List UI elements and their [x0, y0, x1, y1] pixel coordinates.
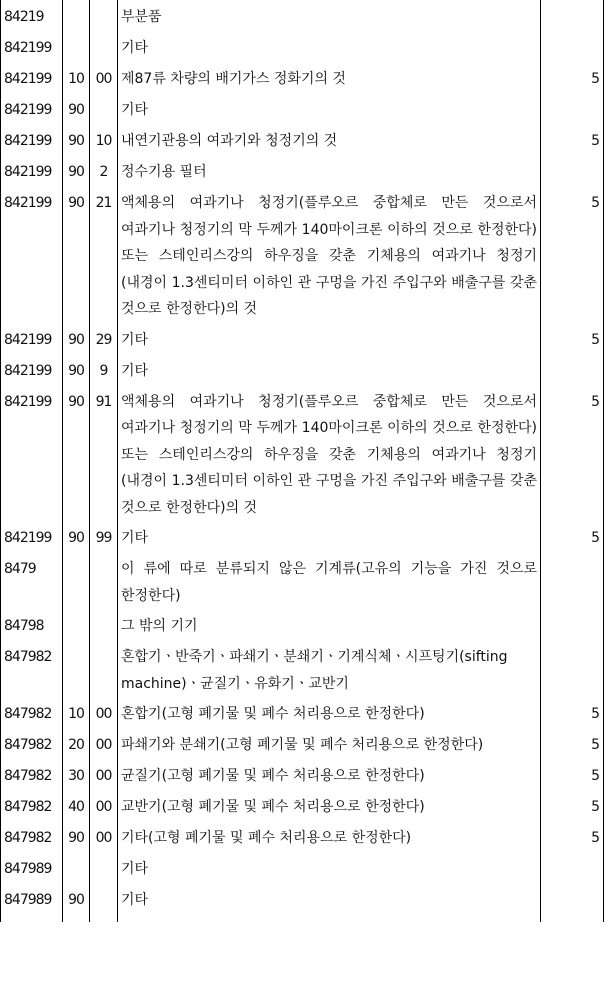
hs-code-cell: 842199 [1, 354, 63, 385]
subheading-2-cell [90, 93, 118, 124]
table-row [1, 323, 604, 354]
rate-cell: 5 [541, 62, 604, 93]
description-cell: 파쇄기와 분쇄기(고형 폐기물 및 폐수 처리용으로 한정한다) [118, 728, 541, 759]
subheading-2-cell [90, 31, 118, 62]
table-row [1, 186, 604, 323]
table-row [1, 609, 604, 640]
rate-cell: 5 [541, 759, 604, 790]
hs-code-cell: 847982 [1, 759, 63, 790]
subheading-2-cell [90, 609, 118, 640]
hs-code-cell: 842199 [1, 186, 63, 323]
rate-cell: 5 [541, 323, 604, 354]
subheading-1-cell: 90 [63, 124, 90, 155]
description-cell: 액체용의 여과기나 청정기(플루오르 중합체로 만든 것으로서 여과기나 청정기의 막 두께가 140마이크론 이하의 것으로 한정한다) 또는 스테인리스강의 하우징을 갖춘 기체용의 여과기나 청정기(내경이 1.3센티미터 이하인 관 구멍을 가진 주입구와 배출구를 갖춘 것으로 한정한다)의 것 [118, 186, 541, 323]
hs-code-cell: 842199 [1, 124, 63, 155]
subheading-1-cell: 90 [63, 186, 90, 323]
hs-code-cell: 847989 [1, 852, 63, 883]
hs-code-cell: 847989 [1, 883, 63, 922]
description-cell: 이 류에 따로 분류되지 않은 기계류(고유의 기능을 가진 것으로 한정한다) [118, 552, 541, 609]
rate-cell: 5 [541, 697, 604, 728]
subheading-2-cell: 00 [90, 728, 118, 759]
subheading-1-cell [63, 609, 90, 640]
subheading-1-cell [63, 640, 90, 697]
description-cell: 액체용의 여과기나 청정기(플루오르 중합체로 만든 것으로서 여과기나 청정기의 막 두께가 140마이크론 이하의 것으로 한정한다) 또는 스테인리스강의 하우징을 갖춘 기체용의 여과기나 청정기(내경이 1.3센티미터 이하인 관 구멍을 가진 주입구와 배출구를 갖춘 것으로 한정한다)의 것 [118, 385, 541, 522]
table-row [1, 62, 604, 93]
rate-cell: 5 [541, 385, 604, 522]
description-cell: 기타(고형 폐기물 및 폐수 처리용으로 한정한다) [118, 821, 541, 852]
description-cell: 기타 [118, 323, 541, 354]
table-row [1, 640, 604, 697]
subheading-1-cell [63, 31, 90, 62]
description-cell: 기타 [118, 31, 541, 62]
rate-cell: 5 [541, 521, 604, 552]
subheading-1-cell: 90 [63, 323, 90, 354]
subheading-1-cell: 90 [63, 821, 90, 852]
description-cell: 기타 [118, 93, 541, 124]
description-cell: 혼합기(고형 폐기물 및 폐수 처리용으로 한정한다) [118, 697, 541, 728]
subheading-2-cell: 91 [90, 385, 118, 522]
table-row [1, 552, 604, 609]
rate-cell [541, 640, 604, 697]
rate-cell [541, 93, 604, 124]
hs-code-cell: 842199 [1, 93, 63, 124]
subheading-2-cell: 9 [90, 354, 118, 385]
subheading-1-cell: 90 [63, 155, 90, 186]
hs-code-cell: 842199 [1, 31, 63, 62]
subheading-2-cell [90, 552, 118, 609]
hs-code-cell: 84219 [1, 0, 63, 31]
description-cell: 내연기관용의 여과기와 청정기의 것 [118, 124, 541, 155]
tariff-table-body [1, 0, 604, 922]
subheading-1-cell: 10 [63, 697, 90, 728]
rate-cell [541, 155, 604, 186]
table-row [1, 93, 604, 124]
subheading-2-cell: 21 [90, 186, 118, 323]
subheading-2-cell [90, 883, 118, 922]
hs-code-cell: 847982 [1, 821, 63, 852]
hs-code-cell: 847982 [1, 790, 63, 821]
description-cell: 제87류 차량의 배기가스 정화기의 것 [118, 62, 541, 93]
subheading-1-cell: 20 [63, 728, 90, 759]
rate-cell: 5 [541, 821, 604, 852]
subheading-1-cell [63, 552, 90, 609]
subheading-1-cell: 90 [63, 883, 90, 922]
description-cell: 기타 [118, 354, 541, 385]
subheading-1-cell: 90 [63, 93, 90, 124]
table-row [1, 821, 604, 852]
description-cell: 균질기(고형 폐기물 및 폐수 처리용으로 한정한다) [118, 759, 541, 790]
rate-cell: 5 [541, 728, 604, 759]
rate-cell [541, 354, 604, 385]
description-cell: 혼합기ㆍ반죽기ㆍ파쇄기ㆍ분쇄기ㆍ기계식체ㆍ시프팅기(sifting machine)ㆍ균질기ㆍ유화기ㆍ교반기 [118, 640, 541, 697]
subheading-1-cell: 90 [63, 385, 90, 522]
table-row [1, 697, 604, 728]
table-row [1, 354, 604, 385]
subheading-2-cell: 00 [90, 697, 118, 728]
subheading-1-cell: 90 [63, 354, 90, 385]
rate-cell: 5 [541, 124, 604, 155]
subheading-2-cell: 00 [90, 821, 118, 852]
hs-code-cell: 8479 [1, 552, 63, 609]
rate-cell [541, 552, 604, 609]
hs-code-cell: 842199 [1, 62, 63, 93]
subheading-2-cell: 00 [90, 790, 118, 821]
rate-cell [541, 0, 604, 31]
hs-code-cell: 842199 [1, 155, 63, 186]
hs-code-cell: 847982 [1, 640, 63, 697]
subheading-1-cell: 40 [63, 790, 90, 821]
subheading-2-cell [90, 0, 118, 31]
subheading-2-cell [90, 852, 118, 883]
table-row [1, 759, 604, 790]
hs-code-cell: 847982 [1, 728, 63, 759]
description-cell: 기타 [118, 883, 541, 922]
subheading-2-cell: 99 [90, 521, 118, 552]
table-row [1, 521, 604, 552]
subheading-1-cell [63, 0, 90, 31]
subheading-1-cell: 10 [63, 62, 90, 93]
hs-code-cell: 84798 [1, 609, 63, 640]
rate-cell: 5 [541, 186, 604, 323]
description-cell: 기타 [118, 521, 541, 552]
hs-code-cell: 842199 [1, 521, 63, 552]
description-cell: 정수기용 필터 [118, 155, 541, 186]
hs-code-cell: 847982 [1, 697, 63, 728]
description-cell: 그 밖의 기기 [118, 609, 541, 640]
table-row [1, 0, 604, 31]
hs-code-cell: 842199 [1, 385, 63, 522]
subheading-2-cell: 29 [90, 323, 118, 354]
table-row [1, 31, 604, 62]
subheading-2-cell: 2 [90, 155, 118, 186]
table-row [1, 124, 604, 155]
subheading-2-cell: 00 [90, 759, 118, 790]
description-cell: 기타 [118, 852, 541, 883]
subheading-2-cell [90, 640, 118, 697]
description-cell: 부분품 [118, 0, 541, 31]
table-row [1, 852, 604, 883]
table-row [1, 385, 604, 522]
description-cell: 교반기(고형 폐기물 및 폐수 처리용으로 한정한다) [118, 790, 541, 821]
hs-code-cell: 842199 [1, 323, 63, 354]
rate-cell [541, 852, 604, 883]
subheading-1-cell: 30 [63, 759, 90, 790]
table-row [1, 155, 604, 186]
table-row [1, 728, 604, 759]
subheading-2-cell: 10 [90, 124, 118, 155]
rate-cell [541, 883, 604, 922]
table-row [1, 790, 604, 821]
table-row [1, 883, 604, 922]
subheading-2-cell: 00 [90, 62, 118, 93]
rate-cell [541, 609, 604, 640]
subheading-1-cell [63, 852, 90, 883]
rate-cell: 5 [541, 790, 604, 821]
subheading-1-cell: 90 [63, 521, 90, 552]
rate-cell [541, 31, 604, 62]
